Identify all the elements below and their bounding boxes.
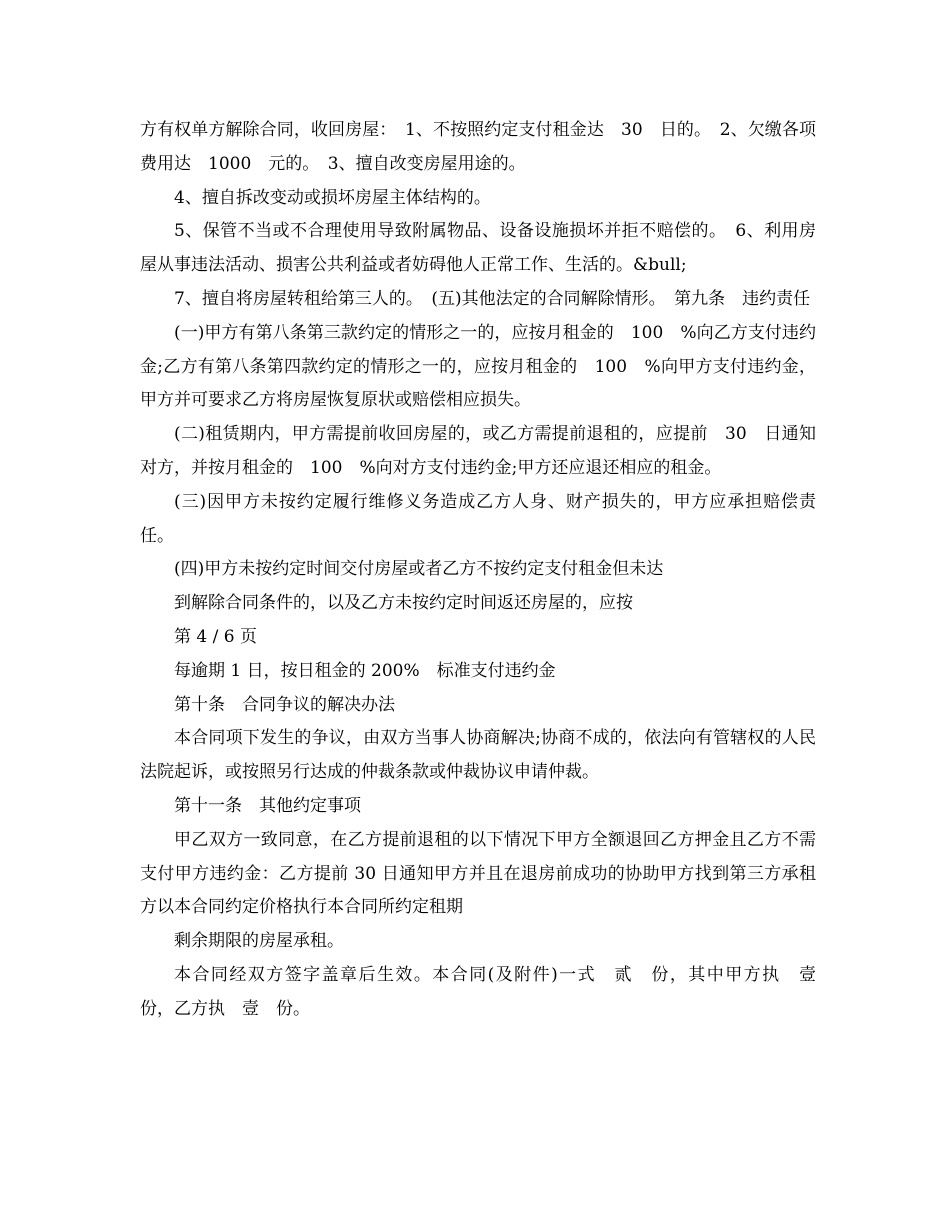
paragraph-late-penalty: 每逾期 1 日，按日租金的 200% 标准支付违约金 xyxy=(174,660,556,681)
page-number: 第 4 / 6 页 xyxy=(174,626,257,647)
paragraph-breach-penalty-4: (四)甲方未按约定时间交付房屋或者乙方不按约定支付租金但未达 xyxy=(174,559,664,580)
document-body xyxy=(140,114,833,1027)
paragraph-structure-damage: 4、擅自拆改变动或损坏房屋主体结构的。 xyxy=(174,187,491,208)
paragraph-breach-penalty-1: (一)甲方有第八条第三款约定的情形之一的，应按月租金的 100 %向乙方支付违约金;乙方有第八条第四款约定的情形之一的，应按月租金的 100 %向甲方支付违约金，甲方并可要求乙方将房屋恢复原状或赔偿相应损失。 xyxy=(140,322,816,411)
paragraph-dispute-resolution: 本合同项下发生的争议，由双方当事人协商解决;协商不成的，依法向有管辖权的人民法院起诉，或按照另行达成的仲裁条款或仲裁协议申请仲裁。 xyxy=(140,728,816,783)
paragraph-sublease-and-article-9: 7、擅自将房屋转租给第三人的。 (五)其他法定的合同解除情形。 第九条 违约责任 xyxy=(174,288,811,309)
paragraph-effectiveness: 本合同经双方签字盖章后生效。本合同(及附件)一式 贰 份，其中甲方执 壹 份，乙方执 壹 份。 xyxy=(140,964,833,1019)
paragraph-breach-penalty-3: (三)因甲方未按约定履行维修义务造成乙方人身、财产损失的，甲方应承担赔偿责任。 xyxy=(140,491,816,546)
paragraph-termination-conditions: 方有权单方解除合同，收回房屋： 1、不按照约定支付租金达 30 日的。 2、欠缴各项费用达 1000 元的。 3、擅自改变房屋用途的。 xyxy=(140,120,816,174)
paragraph-remaining-term: 剩余期限的房屋承租。 xyxy=(174,931,344,952)
paragraph-breach-penalty-4-continued: 到解除合同条件的，以及乙方未按约定时间返还房屋的，应按 xyxy=(174,593,633,614)
paragraph-deposit-refund: 甲乙双方一致同意，在乙方提前退租的以下情况下甲方全额退回乙方押金且乙方不需支付甲方违约金：乙方提前 30 日通知甲方并且在退房前成功的协助甲方找到第三方承租方以本合同约定价格执行本合同所约定租期 xyxy=(140,829,816,918)
heading-article-10: 第十条 合同争议的解决办法 xyxy=(174,694,395,715)
paragraph-breach-penalty-2: (二)租赁期内，甲方需提前收回房屋的，或乙方需提前退租的，应提前 30 日通知对方，并按月租金的 100 %向对方支付违约金;甲方还应退还相应的租金。 xyxy=(140,424,816,478)
paragraph-improper-use: 5、保管不当或不合理使用导致附属物品、设备设施损坏并拒不赔偿的。 6、利用房屋从事违法活动、损害公共利益或者妨碍他人正常工作、生活的。&bull; xyxy=(140,221,816,276)
heading-article-11: 第十一条 其他约定事项 xyxy=(174,795,361,816)
